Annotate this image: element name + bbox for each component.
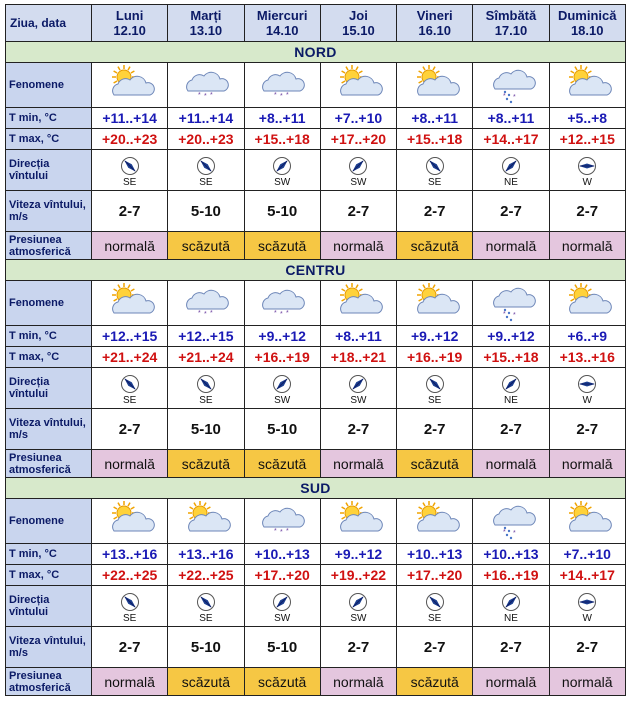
tmin-cell: +11..+14 — [92, 108, 168, 129]
weather-cell — [549, 281, 625, 326]
wind-direction-cell — [397, 586, 473, 627]
pressure-cell: normală — [92, 450, 168, 478]
svg-text:*: * — [286, 92, 289, 99]
weather-cell — [320, 281, 396, 326]
wind-direction-cell — [168, 368, 244, 409]
tmin-cell: +10..+13 — [397, 544, 473, 565]
wind-direction-icon — [501, 592, 521, 612]
weather-cell — [92, 499, 168, 544]
wind-direction-icon — [120, 156, 140, 176]
wind-direction-cell — [549, 368, 625, 409]
weather-cell — [92, 281, 168, 326]
svg-text:*: * — [502, 93, 506, 100]
tmax-cell: +22..+25 — [168, 565, 244, 586]
wind-direction-icon — [577, 592, 597, 612]
tmax-cell: +20..+23 — [168, 129, 244, 150]
tmax-cell: +19..+22 — [320, 565, 396, 586]
wind-direction-cell — [320, 586, 396, 627]
svg-text:*: * — [197, 310, 201, 317]
wind-speed-cell: 2-7 — [320, 627, 396, 668]
wind-direction-icon — [501, 156, 521, 176]
sun-cloud-icon — [409, 65, 461, 105]
svg-text:*: * — [280, 529, 283, 536]
svg-text:*: * — [286, 310, 289, 317]
cloud-snow-icon — [256, 65, 308, 105]
day-name: Joi — [349, 8, 368, 23]
wind-direction-cell — [549, 150, 625, 191]
pressure-cell: scăzută — [244, 668, 320, 696]
pres-row — [6, 450, 626, 478]
pres-row — [6, 232, 626, 260]
pres-row — [6, 668, 626, 696]
svg-text:*: * — [209, 92, 213, 99]
tmin-label: T min, °C — [6, 544, 92, 565]
tmin-cell: +6..+9 — [549, 326, 625, 347]
wind-direction-cell — [320, 368, 396, 409]
wind-direction-icon — [196, 156, 216, 176]
wind-direction-icon — [196, 592, 216, 612]
dir-row — [6, 368, 626, 409]
wind-direction-icon — [348, 374, 368, 394]
day-date: 14.10 — [265, 23, 299, 38]
tmax-cell: +16..+19 — [397, 347, 473, 368]
tmax-row — [6, 129, 626, 150]
day-name: Miercuri — [256, 8, 308, 23]
wind-speed-cell: 2-7 — [473, 191, 549, 232]
tmin-cell: +9..+12 — [397, 326, 473, 347]
svg-text:*: * — [280, 93, 283, 100]
wind-speed-cell: 2-7 — [92, 409, 168, 450]
pressure-cell: scăzută — [397, 668, 473, 696]
fen-row — [6, 499, 626, 544]
pres-label: Presiunea atmosferică — [6, 668, 92, 696]
wind-direction-cell — [473, 586, 549, 627]
pres-label: Presiunea atmosferică — [6, 232, 92, 260]
day-date: 12.10 — [113, 23, 146, 38]
wind-speed-cell: 5-10 — [244, 191, 320, 232]
tmin-row — [6, 544, 626, 565]
weather-cell — [244, 281, 320, 326]
forecast-body — [6, 42, 626, 696]
wind-direction-icon — [501, 374, 521, 394]
wind-speed-cell: 2-7 — [92, 191, 168, 232]
wind-direction-label: SE — [122, 394, 137, 406]
tmax-label: T max, °C — [6, 347, 92, 368]
svg-text:*: * — [512, 312, 516, 319]
region-title: SUD — [6, 478, 626, 499]
day-name: Sîmbătă — [485, 8, 537, 23]
pressure-cell: scăzută — [168, 450, 244, 478]
wind-direction-cell — [320, 150, 396, 191]
wind-direction-label: SE — [199, 176, 213, 188]
pressure-cell: normală — [320, 450, 396, 478]
weather-cell — [168, 499, 244, 544]
wind-direction-label: SW — [350, 176, 367, 188]
wind-direction-cell — [92, 586, 168, 627]
tmax-cell: +20..+23 — [92, 129, 168, 150]
sun-cloud-icon — [561, 501, 613, 541]
svg-text:*: * — [274, 310, 277, 317]
tmin-cell: +10..+13 — [473, 544, 549, 565]
header-day — [473, 5, 549, 42]
header-day-date: Ziua, data — [6, 5, 92, 42]
pressure-cell: scăzută — [244, 232, 320, 260]
tmin-cell: +9..+12 — [244, 326, 320, 347]
wind-direction-label: SE — [428, 176, 442, 188]
tmax-row — [6, 565, 626, 586]
wind-direction-label: SW — [350, 612, 367, 624]
weather-cell — [549, 499, 625, 544]
fen-label: Fenomene — [6, 63, 92, 108]
wind-direction-label: W — [582, 612, 592, 624]
svg-text:*: * — [280, 311, 283, 318]
pressure-cell: normală — [320, 668, 396, 696]
region-row — [6, 478, 626, 499]
tmin-cell: +8..+11 — [473, 108, 549, 129]
sun-cloud-icon — [332, 501, 384, 541]
header-day — [244, 5, 320, 42]
wind-direction-label: NE — [504, 612, 518, 624]
wind-direction-icon — [272, 374, 292, 394]
wind-speed-cell: 2-7 — [549, 627, 625, 668]
day-name: Vineri — [416, 8, 453, 23]
sun-cloud-icon — [561, 283, 613, 323]
sun-cloud-icon — [332, 283, 384, 323]
svg-text:*: * — [512, 94, 516, 101]
wind-direction-label: SE — [428, 612, 442, 624]
tmin-cell: +10..+13 — [244, 544, 320, 565]
vit-label: Viteza vîntului, m/s — [6, 409, 92, 450]
wind-speed-cell: 2-7 — [397, 627, 473, 668]
tmin-label: T min, °C — [6, 108, 92, 129]
tmin-cell: +13..+16 — [168, 544, 244, 565]
pres-label: Presiunea atmosferică — [6, 450, 92, 478]
cloud-sleet-icon — [485, 501, 537, 541]
weather-cell — [397, 63, 473, 108]
tmin-row — [6, 108, 626, 129]
wind-direction-icon — [272, 156, 292, 176]
tmin-cell: +8..+11 — [320, 326, 396, 347]
wind-direction-cell — [397, 368, 473, 409]
tmin-label: T min, °C — [6, 326, 92, 347]
svg-text:*: * — [512, 530, 516, 537]
pressure-cell: scăzută — [397, 450, 473, 478]
fen-row — [6, 281, 626, 326]
tmax-cell: +22..+25 — [92, 565, 168, 586]
wind-direction-cell — [168, 586, 244, 627]
pressure-cell: scăzută — [168, 668, 244, 696]
vit-label: Viteza vîntului, m/s — [6, 191, 92, 232]
tmax-label: T max, °C — [6, 565, 92, 586]
wind-direction-cell — [473, 150, 549, 191]
tmax-cell: +18..+21 — [320, 347, 396, 368]
tmin-cell: +11..+14 — [168, 108, 244, 129]
sun-cloud-icon — [409, 501, 461, 541]
pressure-cell: scăzută — [244, 450, 320, 478]
day-date: 16.10 — [418, 23, 451, 38]
weather-cell — [549, 63, 625, 108]
forecast-table — [5, 4, 626, 696]
wind-direction-cell — [244, 150, 320, 191]
wind-direction-label: SE — [199, 612, 213, 624]
svg-text:*: * — [203, 311, 207, 318]
wind-direction-label: SE — [428, 394, 442, 406]
wind-speed-cell: 5-10 — [244, 409, 320, 450]
wind-speed-cell: 2-7 — [320, 191, 396, 232]
tmax-cell: +13..+16 — [549, 347, 625, 368]
weather-cell — [473, 63, 549, 108]
cloud-sleet-icon — [485, 283, 537, 323]
weather-cell — [320, 63, 396, 108]
pressure-cell: scăzută — [168, 232, 244, 260]
weather-cell — [244, 499, 320, 544]
wind-direction-icon — [577, 374, 597, 394]
day-date: 17.10 — [494, 23, 528, 38]
tmax-cell: +16..+19 — [244, 347, 320, 368]
wind-speed-cell: 2-7 — [473, 627, 549, 668]
tmax-cell: +21..+24 — [168, 347, 244, 368]
wind-direction-icon — [425, 156, 445, 176]
tmin-cell: +8..+11 — [244, 108, 320, 129]
day-name: Marți — [190, 8, 222, 23]
wind-speed-cell: 5-10 — [244, 627, 320, 668]
tmax-cell: +21..+24 — [92, 347, 168, 368]
cloud-snow-icon — [180, 65, 232, 105]
tmax-cell: +17..+20 — [244, 565, 320, 586]
wind-direction-label: NE — [504, 176, 518, 188]
svg-text:*: * — [203, 93, 207, 100]
tmax-cell: +14..+17 — [473, 129, 549, 150]
pressure-cell: normală — [320, 232, 396, 260]
day-name: Duminică — [557, 8, 617, 23]
sun-cloud-icon — [104, 283, 156, 323]
tmin-cell: +13..+16 — [92, 544, 168, 565]
wind-direction-label: SE — [122, 612, 137, 624]
pressure-cell: normală — [549, 450, 625, 478]
wind-speed-cell: 2-7 — [92, 627, 168, 668]
wind-direction-label: W — [582, 394, 592, 406]
wind-direction-icon — [425, 374, 445, 394]
weather-cell — [168, 63, 244, 108]
fen-label: Fenomene — [6, 281, 92, 326]
wind-direction-icon — [120, 592, 140, 612]
weather-cell — [397, 281, 473, 326]
tmax-cell: +15..+18 — [244, 129, 320, 150]
tmin-cell: +8..+11 — [397, 108, 473, 129]
header-row — [6, 5, 626, 42]
header-day — [92, 5, 168, 42]
region-title: CENTRU — [6, 260, 626, 281]
wind-direction-cell — [473, 368, 549, 409]
wind-direction-icon — [425, 592, 445, 612]
wind-direction-cell — [244, 586, 320, 627]
cloud-snow-icon — [256, 501, 308, 541]
svg-text:*: * — [197, 92, 201, 99]
tmin-cell: +5..+8 — [549, 108, 625, 129]
wind-direction-cell — [92, 150, 168, 191]
wind-speed-cell: 2-7 — [549, 409, 625, 450]
pressure-cell: normală — [549, 232, 625, 260]
weather-cell — [397, 499, 473, 544]
wind-direction-label: SW — [350, 394, 367, 406]
tmax-label: T max, °C — [6, 129, 92, 150]
wind-speed-cell: 5-10 — [168, 627, 244, 668]
vit-row — [6, 627, 626, 668]
forecast-container — [5, 4, 625, 696]
wind-direction-label: SW — [274, 176, 291, 188]
tmax-cell: +15..+18 — [397, 129, 473, 150]
wind-speed-cell: 2-7 — [397, 409, 473, 450]
vit-row — [6, 191, 626, 232]
svg-text:*: * — [286, 528, 289, 535]
wind-direction-label: SE — [199, 394, 213, 406]
wind-direction-icon — [272, 592, 292, 612]
header-day — [549, 5, 625, 42]
fen-row — [6, 63, 626, 108]
region-row — [6, 42, 626, 63]
wind-direction-cell — [244, 368, 320, 409]
tmax-cell: +17..+20 — [320, 129, 396, 150]
sun-cloud-icon — [180, 501, 232, 541]
tmax-cell: +15..+18 — [473, 347, 549, 368]
dir-label: Direcția vîntului — [6, 150, 92, 191]
wind-direction-label: SE — [122, 176, 137, 188]
wind-direction-icon — [196, 374, 216, 394]
svg-text:*: * — [274, 92, 277, 99]
tmin-cell: +9..+12 — [473, 326, 549, 347]
cloud-sleet-icon — [485, 65, 537, 105]
wind-direction-icon — [577, 156, 597, 176]
wind-direction-cell — [397, 150, 473, 191]
dir-row — [6, 586, 626, 627]
wind-speed-cell: 2-7 — [549, 191, 625, 232]
wind-direction-label: SW — [274, 612, 291, 624]
tmin-cell: +12..+15 — [168, 326, 244, 347]
tmin-row — [6, 326, 626, 347]
svg-text:*: * — [502, 311, 506, 318]
sun-cloud-icon — [561, 65, 613, 105]
pressure-cell: normală — [92, 232, 168, 260]
day-date: 13.10 — [189, 23, 223, 38]
wind-direction-icon — [348, 592, 368, 612]
sun-cloud-icon — [409, 283, 461, 323]
tmin-cell: +9..+12 — [320, 544, 396, 565]
sun-cloud-icon — [332, 65, 384, 105]
tmin-cell: +12..+15 — [92, 326, 168, 347]
weather-cell — [473, 281, 549, 326]
wind-direction-cell — [92, 368, 168, 409]
tmin-cell: +7..+10 — [320, 108, 396, 129]
cloud-snow-icon — [256, 283, 308, 323]
header-day — [397, 5, 473, 42]
wind-direction-label: SW — [274, 394, 291, 406]
wind-direction-label: W — [582, 176, 592, 188]
wind-direction-label: NE — [504, 394, 518, 406]
pressure-cell: normală — [549, 668, 625, 696]
cloud-snow-icon — [180, 283, 232, 323]
pressure-cell: scăzută — [397, 232, 473, 260]
wind-speed-cell: 2-7 — [397, 191, 473, 232]
region-title: NORD — [6, 42, 626, 63]
svg-text:*: * — [274, 528, 277, 535]
pressure-cell: normală — [473, 232, 549, 260]
day-date: 15.10 — [342, 23, 375, 38]
tmax-cell: +16..+19 — [473, 565, 549, 586]
wind-direction-icon — [120, 374, 140, 394]
sun-cloud-icon — [104, 65, 156, 105]
wind-speed-cell: 5-10 — [168, 409, 244, 450]
region-row — [6, 260, 626, 281]
weather-cell — [168, 281, 244, 326]
weather-cell — [92, 63, 168, 108]
fen-label: Fenomene — [6, 499, 92, 544]
sun-cloud-icon — [104, 501, 156, 541]
pressure-cell: normală — [473, 668, 549, 696]
dir-label: Direcția vîntului — [6, 368, 92, 409]
wind-speed-cell: 5-10 — [168, 191, 244, 232]
svg-text:*: * — [209, 310, 213, 317]
wind-speed-cell: 2-7 — [473, 409, 549, 450]
pressure-cell: normală — [473, 450, 549, 478]
vit-row — [6, 409, 626, 450]
tmin-cell: +7..+10 — [549, 544, 625, 565]
tmax-cell: +12..+15 — [549, 129, 625, 150]
wind-speed-cell: 2-7 — [320, 409, 396, 450]
pressure-cell: normală — [92, 668, 168, 696]
wind-direction-cell — [549, 586, 625, 627]
wind-direction-icon — [348, 156, 368, 176]
header-day — [168, 5, 244, 42]
weather-cell — [473, 499, 549, 544]
weather-cell — [244, 63, 320, 108]
wind-direction-cell — [168, 150, 244, 191]
tmax-row — [6, 347, 626, 368]
svg-text:*: * — [502, 529, 506, 536]
day-name: Luni — [115, 8, 144, 23]
vit-label: Viteza vîntului, m/s — [6, 627, 92, 668]
day-date: 18.10 — [570, 23, 604, 38]
header-day — [320, 5, 396, 42]
tmax-cell: +14..+17 — [549, 565, 625, 586]
tmax-cell: +17..+20 — [397, 565, 473, 586]
weather-cell — [320, 499, 396, 544]
dir-row — [6, 150, 626, 191]
dir-label: Direcția vîntului — [6, 586, 92, 627]
